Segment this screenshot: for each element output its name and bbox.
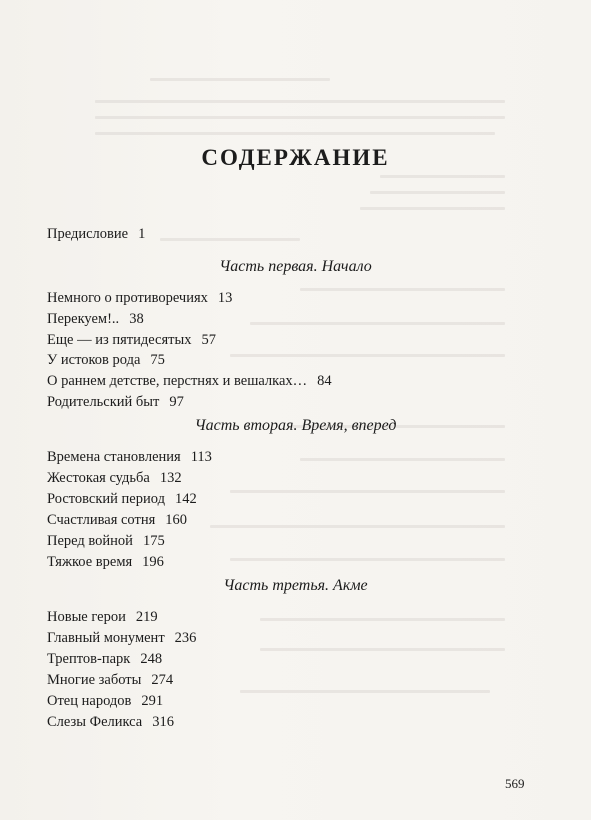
toc-entry-title: Счастливая сотня (47, 512, 156, 528)
toc-entry-title: Новые герои (47, 609, 126, 625)
toc-entry[interactable] (47, 609, 158, 626)
toc-entry[interactable] (47, 311, 144, 328)
toc-entry-page: 75 (150, 352, 165, 368)
toc-entry-title: Перед войной (47, 533, 133, 549)
toc-entry-page: 142 (174, 491, 197, 507)
toc-entry-page: 97 (169, 394, 184, 410)
part-heading-2: Часть вторая. Время, вперед (194, 417, 397, 434)
toc-entry[interactable] (47, 290, 232, 307)
toc-entry[interactable] (47, 373, 332, 390)
toc-entry-title: Многие заботы (47, 672, 142, 688)
toc-entry[interactable] (47, 491, 197, 508)
toc-entry-title: Жестокая судьба (47, 470, 150, 486)
toc-entry-title: Родительский быт (47, 394, 160, 410)
toc-entry-title: У истоков рода (47, 352, 141, 368)
toc-entry[interactable] (47, 630, 196, 647)
toc-entry-title: О раннем детстве, перстнях и вешалках… (47, 373, 308, 389)
toc-entry-title: Трептов-парк (47, 651, 131, 667)
toc-entry-page: 1 (138, 226, 146, 242)
toc-entry-page: 113 (190, 449, 212, 465)
toc-entry-page: 13 (217, 290, 233, 306)
toc-entry[interactable] (47, 533, 165, 550)
toc-entry[interactable] (47, 470, 182, 487)
toc-entry-page: 84 (317, 373, 332, 389)
toc-entry[interactable] (47, 352, 165, 369)
toc-entry[interactable] (47, 693, 163, 710)
part-heading-3: Часть третья. Акме (223, 577, 368, 594)
toc-entry-title: Слезы Феликса (47, 714, 143, 730)
toc-entry-title: Ростовский период (47, 491, 165, 507)
toc-entry-title: Тяжкое время (47, 554, 133, 570)
toc-entry-page: 57 (201, 332, 216, 348)
toc-entry-page: 219 (135, 609, 158, 625)
toc-entry[interactable] (47, 714, 174, 731)
toc-entry[interactable] (47, 449, 212, 466)
toc-entry-page: 291 (141, 693, 164, 709)
toc-entry-title: Предисловие (47, 226, 129, 242)
toc-entry-page: 160 (165, 512, 188, 528)
page-number: 569 (505, 776, 525, 791)
toc-entry-title: Отец народов (47, 693, 132, 709)
toc-entry-preface[interactable] (47, 226, 145, 243)
toc-entry-page: 132 (159, 470, 182, 486)
toc-entry-title: Перекуем!.. (47, 311, 120, 327)
page-title: СОДЕРЖАНИЕ (201, 145, 390, 170)
part-heading-1: Часть первая. Начало (219, 258, 372, 275)
toc-entry-page: 38 (129, 311, 144, 327)
toc-entry-page: 248 (140, 651, 163, 667)
toc-entry-page: 316 (152, 714, 174, 730)
toc-entry[interactable] (47, 332, 216, 349)
toc-entry-title: Еще — из пятидесятых (47, 332, 192, 348)
toc-entry[interactable] (47, 512, 187, 529)
toc-entry[interactable] (47, 651, 162, 668)
toc-entry[interactable] (47, 672, 173, 689)
toc-entry-title: Времена становления (47, 449, 181, 465)
toc-entry-title: Главный монумент (47, 630, 165, 646)
toc-entry-title: Немного о противоречиях (47, 290, 208, 306)
toc-entry-page: 236 (174, 630, 197, 646)
toc-entry-page: 274 (151, 672, 174, 688)
toc-entry-page: 175 (142, 533, 165, 549)
toc-entry[interactable] (47, 394, 184, 411)
toc-entry-page: 196 (142, 554, 164, 570)
toc-entry[interactable] (47, 554, 164, 571)
